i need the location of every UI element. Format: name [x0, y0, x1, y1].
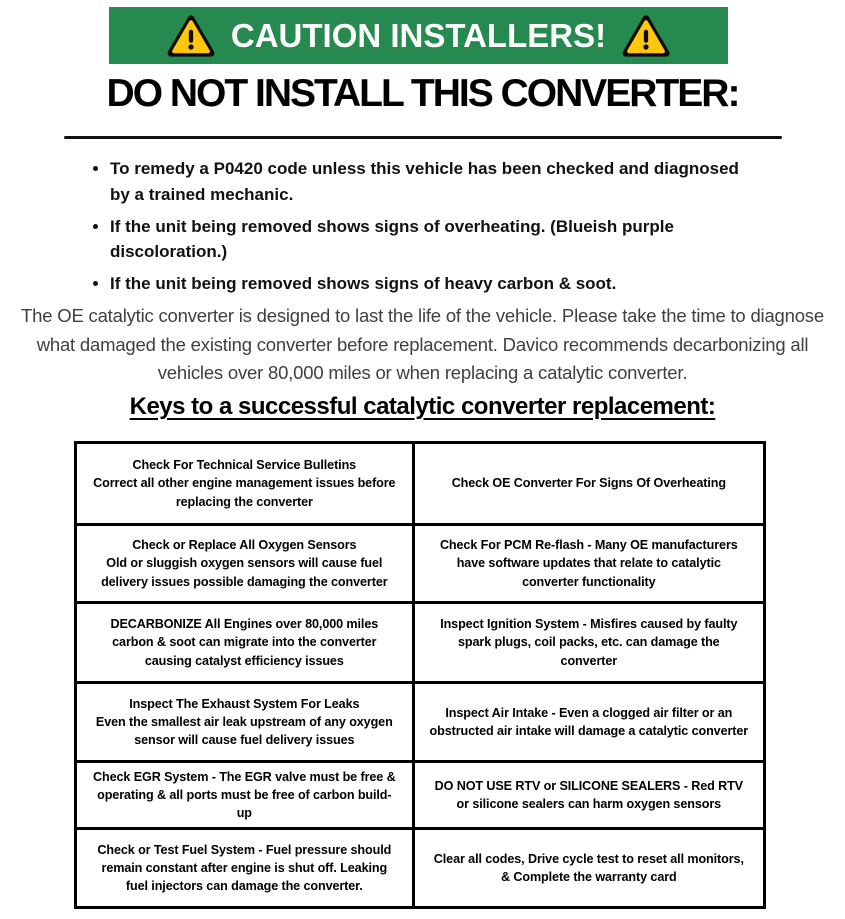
keys-heading: Keys to a successful catalytic converter replacement:	[129, 393, 716, 420]
table-row	[76, 443, 765, 525]
table-cell: Check EGR System - The EGR valve must be free & operating & all ports must be free of carbon build-up	[76, 762, 414, 829]
warning-triangle-icon	[622, 14, 670, 58]
list-item: • If the unit being removed shows signs of overheating. (Blueish purple discoloration.)	[110, 214, 758, 266]
keys-table	[74, 441, 766, 909]
table-row	[76, 683, 765, 762]
table-row	[76, 762, 765, 829]
table-cell: Inspect The Exhaust System For Leaks Even the smallest air leak upstream of any oxygen sensor will cause fuel delivery issues	[76, 683, 414, 762]
table-cell: DO NOT USE RTV or SILICONE SEALERS - Red RTV or silicone sealers can harm oxygen sensors	[413, 762, 764, 829]
table-cell: Check or Replace All Oxygen Sensors Old or sluggish oxygen sensors will cause fuel delivery issues possible damaging the converter	[76, 525, 414, 603]
table-cell: Inspect Ignition System - Misfires caused by faulty spark plugs, coil packs, etc. can damage the converter	[413, 603, 764, 683]
intro-paragraph: The OE catalytic converter is designed to last the life of the vehicle. Please take the time to diagnose what damaged the existing converter before replacement. Davico recommends decarbonizing all vehicles over 80,000 miles or when replacing a catalytic converter.	[21, 305, 824, 384]
table-cell: Check For PCM Re-flash - Many OE manufacturers have software updates that relate to catalytic converter functionality	[413, 525, 764, 603]
table-cell: DECARBONIZE All Engines over 80,000 miles carbon & soot can migrate into the converter causing catalyst efficiency issues	[76, 603, 414, 683]
banner-title: CAUTION INSTALLERS!	[230, 16, 607, 54]
table-row	[76, 829, 765, 908]
warning-triangle-icon	[167, 14, 215, 58]
list-item: • If the unit being removed shows signs of heavy carbon & soot.	[110, 271, 758, 297]
table-row	[76, 603, 765, 683]
warning-list	[86, 156, 758, 303]
table-row	[76, 525, 765, 603]
table-cell: Check OE Converter For Signs Of Overheating	[413, 443, 764, 525]
caution-banner	[109, 7, 728, 64]
list-item: • To remedy a P0420 code unless this vehicle has been checked and diagnosed by a trained mechanic.	[110, 156, 758, 208]
table-cell: Check or Test Fuel System - Fuel pressure should remain constant after engine is shut off. Leaking fuel injectors can damage the converter.	[76, 829, 414, 908]
table-cell: Check For Technical Service Bulletins Correct all other engine management issues before replacing the converter	[76, 443, 414, 525]
divider-line	[64, 136, 782, 139]
table-cell: Inspect Air Intake - Even a clogged air filter or an obstructed air intake will damage a catalytic converter	[413, 683, 764, 762]
page-title: DO NOT INSTALL THIS CONVERTER:	[106, 72, 739, 115]
table-cell: Clear all codes, Drive cycle test to reset all monitors, & Complete the warranty card	[413, 829, 764, 908]
